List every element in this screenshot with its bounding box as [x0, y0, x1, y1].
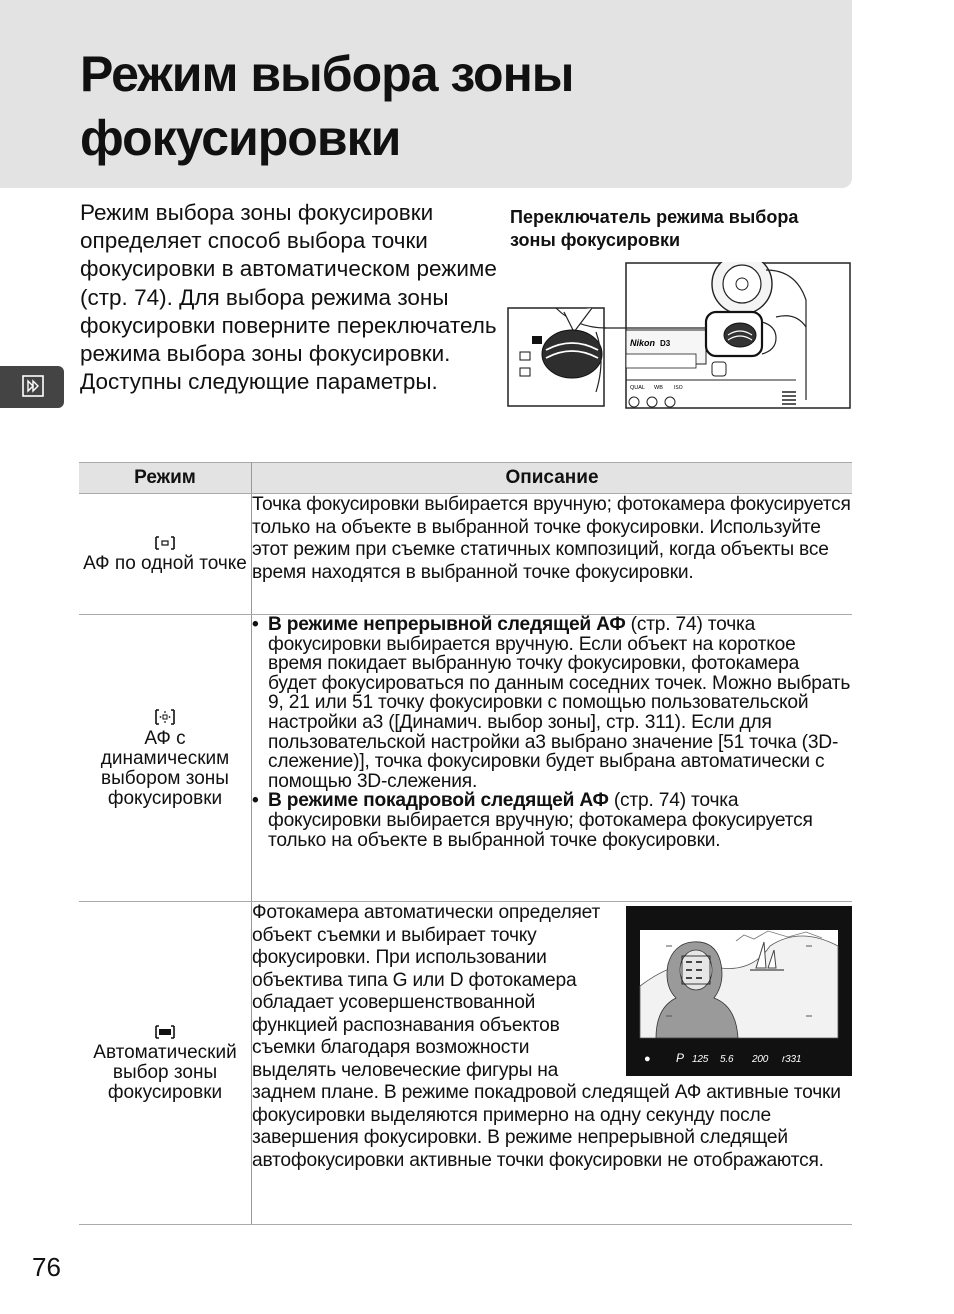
camera-qual-label: QUAL	[630, 385, 645, 391]
camera-back-illustration	[506, 262, 852, 410]
page-title: Режим выбора зоны фокусировки	[80, 46, 574, 166]
vf-mode: P	[676, 1051, 684, 1065]
bullet-text: (стр. 74) точка фокусировки выбирается вручную. Если объект на короткое время покидает выбранную точку фокусировки, фотокамера будет фокусироваться по данным соседних точек. Можно выбрать 9, 21 или 51 точку фокусировки с помощью пользовательской настройки a3 ([Динамич. выбор зоны], стр. 311). Если для пользовательской настройки a3 выбрано значение [51 точка (3D-слежение)], точка фокусировки будет выбрана автоматически с помощью 3D-слежения.	[268, 614, 851, 792]
header-mode: Режим	[79, 463, 252, 494]
vf-aperture: 5.6	[720, 1054, 734, 1065]
dynamic-area-bullets	[252, 615, 852, 850]
list-item	[252, 615, 852, 791]
intro-paragraph: Режим выбора зоны фокусировки определяет способ выбора точки фокусировки в автоматическом режиме (стр. 74). Для выбора режима зоны фокусировки поверните переключатель режима выбора зоны фокусировки. Доступны следующие параметры.	[80, 200, 497, 395]
mode-name: Автоматический выбор зоны фокусировки	[93, 1041, 237, 1103]
description-cell: Точка фокусировки выбирается вручную; фотокамера фокусируется только на объекте в выбранной точке фокусировки. Используйте этот режим при съемке статичных композиций, когда объекты все время находятся в выбранной точке фокусировки.	[252, 494, 853, 615]
camera-brand: Nikon	[630, 338, 656, 348]
vf-frames: r331	[782, 1054, 802, 1065]
af-mode-table	[79, 462, 852, 1225]
description-cell	[252, 615, 853, 902]
camera-wb-label: WB	[654, 385, 663, 391]
bullet-bold: В режиме непрерывной следящей АФ	[268, 614, 626, 635]
vf-iso: 200	[752, 1054, 769, 1065]
bullet-bold: В режиме покадровой следящей АФ	[268, 790, 609, 812]
single-point-af-icon	[154, 535, 176, 551]
table-row	[79, 615, 852, 902]
viewfinder-illustration	[626, 906, 852, 1076]
dynamic-area-af-icon	[154, 708, 176, 726]
camera-model: D3	[660, 339, 671, 348]
header-description: Описание	[252, 463, 853, 494]
mode-cell	[79, 615, 252, 902]
camera-iso-label: ISO	[674, 385, 683, 391]
table-header-row	[79, 463, 852, 494]
switch-caption: Переключатель режима выбора зоны фокусировки	[510, 207, 799, 250]
vf-shutter: 125	[692, 1054, 709, 1065]
mode-cell	[79, 902, 252, 1225]
description-cell	[252, 902, 853, 1225]
mode-name: АФ с динамическим выбором зоны фокусировки	[100, 727, 230, 809]
description-text: Фотокамера автоматически определяет объект съемки и выбирает точку фокусировки. При использовании объектива типа G или D фотокамера обладает усовершенствованной функцией распознавания объектов съемки благодаря возможности выделять человеческие фигуры на заднем плане. В режиме покадровой следящей АФ активные точки фокусировки выделяются примерно на одну секунду после завершения фокусировки. В режиме непрерывной следящей автофокусировки активные точки фокусировки не отображаются.	[252, 902, 841, 1171]
auto-area-af-icon	[154, 1024, 176, 1040]
section-tab	[0, 366, 64, 408]
bullet-text: (стр. 74) точка фокусировки выбирается вручную; фотокамера фокусируется только на объекте в выбранной точке фокусировки.	[268, 790, 813, 851]
list-item	[252, 791, 852, 850]
table-row	[79, 494, 852, 615]
af-tab-icon	[22, 375, 44, 397]
svg-text:●: ●	[644, 1053, 651, 1065]
mode-cell	[79, 494, 252, 615]
table-row	[79, 902, 852, 1225]
page-number: 76	[32, 1252, 61, 1282]
mode-name: АФ по одной точке	[83, 552, 247, 574]
